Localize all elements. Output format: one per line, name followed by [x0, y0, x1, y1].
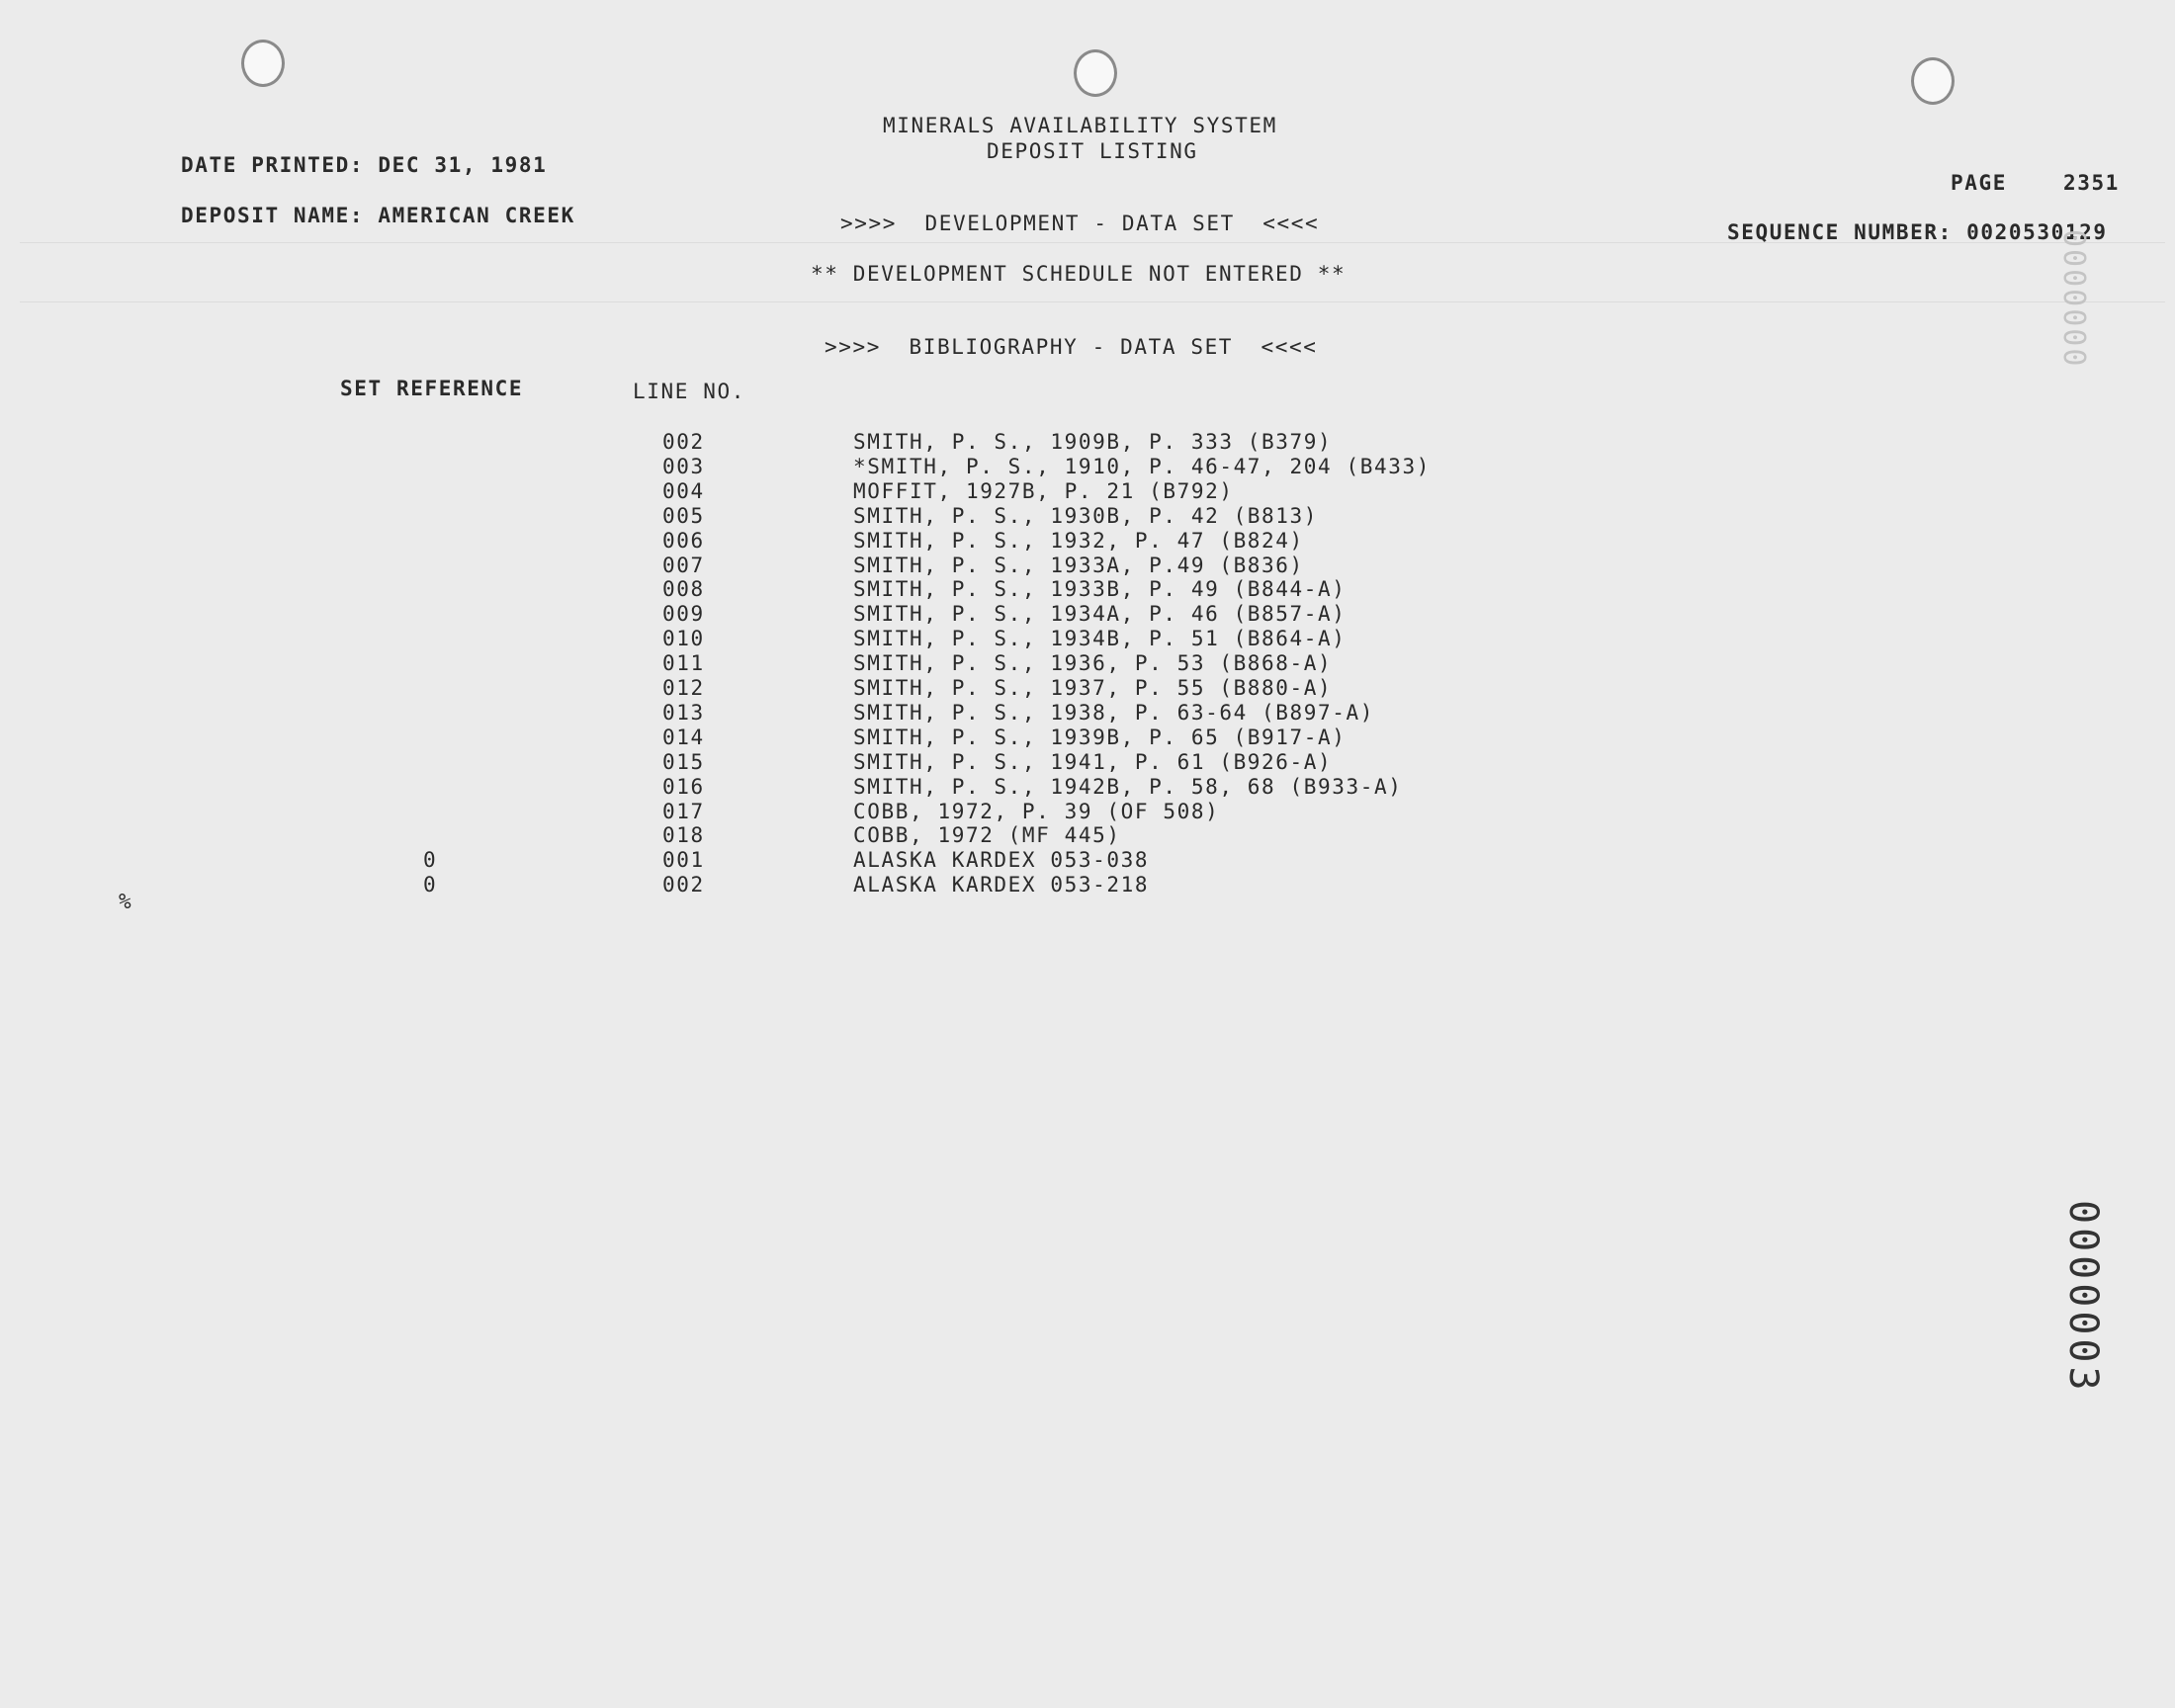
reference-cell: ALASKA KARDEX 053-038	[853, 848, 1150, 873]
reference-cell: SMITH, P. S., 1934A, P. 46 (B857-A)	[853, 602, 1347, 627]
side-stamp: 0000003	[2060, 1200, 2106, 1395]
line-number-cell: 008	[662, 577, 705, 602]
line-number-cell: 001	[662, 848, 705, 873]
line-number-cell: 012	[662, 676, 705, 700]
reference-cell: SMITH, P. S., 1932, P. 47 (B824)	[853, 528, 1304, 553]
reference-cell: MOFFIT, 1927B, P. 21 (B792)	[853, 478, 1234, 503]
reference-cell: SMITH, P. S., 1936, P. 53 (B868-A)	[853, 651, 1333, 676]
reference-cell: SMITH, P. S., 1941, P. 61 (B926-A)	[853, 749, 1333, 774]
line-number-cell: 002	[662, 873, 705, 897]
development-heading: >>>> DEVELOPMENT - DATA SET <<<<	[840, 212, 1320, 235]
reference-cell: *SMITH, P. S., 1910, P. 46-47, 204 (B433)	[853, 454, 1431, 478]
line-number-cell: 015	[662, 749, 705, 774]
deposit-name	[125, 179, 575, 253]
system-title: MINERALS AVAILABILITY SYSTEM	[883, 114, 1277, 137]
line-number-cell: 009	[662, 602, 705, 627]
reference-cell: SMITH, P. S., 1933B, P. 49 (B844-A)	[853, 577, 1347, 602]
line-number-cell: 011	[662, 651, 705, 676]
column-header-set-reference: SET REFERENCE	[340, 377, 524, 400]
page-label: PAGE	[1950, 171, 2007, 195]
reference-cell: SMITH, P. S., 1934B, P. 51 (B864-A)	[853, 627, 1347, 651]
deposit-name-label: DEPOSIT NAME:	[180, 204, 365, 227]
reference-cell: SMITH, P. S., 1937, P. 55 (B880-A)	[853, 676, 1333, 700]
set-reference-cell: 0	[423, 873, 438, 897]
line-number-cell: 018	[662, 823, 705, 848]
reference-cell: COBB, 1972 (MF 445)	[853, 823, 1121, 848]
punch-hole	[1074, 49, 1117, 97]
date-printed-value: DEC 31, 1981	[378, 153, 548, 177]
reference-cell: SMITH, P. S., 1930B, P. 42 (B813)	[853, 503, 1319, 528]
date-printed-label: DATE PRINTED:	[180, 153, 365, 177]
sequence-label: SEQUENCE NUMBER:	[1726, 220, 1953, 244]
line-number-cell: 003	[662, 454, 705, 478]
line-number-cell: 004	[662, 478, 705, 503]
reference-cell: ALASKA KARDEX 053-218	[853, 873, 1150, 897]
page-value: 2351	[2062, 171, 2120, 195]
line-number-cell: 017	[662, 799, 705, 823]
listing-title: DEPOSIT LISTING	[987, 139, 1198, 163]
reference-cell: SMITH, P. S., 1933A, P.49 (B836)	[853, 553, 1304, 577]
reference-cell: SMITH, P. S., 1909B, P. 333 (B379)	[853, 430, 1333, 454]
set-reference-cell: 0	[423, 848, 438, 873]
line-number-cell: 016	[662, 774, 705, 799]
reference-cell: SMITH, P. S., 1939B, P. 65 (B917-A)	[853, 725, 1347, 749]
reference-cell: COBB, 1972, P. 39 (OF 508)	[853, 799, 1220, 823]
reference-cell: SMITH, P. S., 1938, P. 63-64 (B897-A)	[853, 700, 1374, 725]
line-number-cell: 002	[662, 430, 705, 454]
scan-band	[20, 301, 2165, 302]
bibliography-heading: >>>> BIBLIOGRAPHY - DATA SET <<<<	[825, 335, 1318, 359]
punch-hole	[1911, 57, 1955, 105]
deposit-name-value: AMERICAN CREEK	[378, 204, 575, 227]
faint-side-stamp: 0000000	[2056, 229, 2091, 369]
development-note: ** DEVELOPMENT SCHEDULE NOT ENTERED **	[811, 262, 1347, 286]
punch-hole	[241, 40, 285, 87]
line-number-cell: 005	[662, 503, 705, 528]
footer-mark: %	[119, 890, 131, 913]
line-number-cell: 014	[662, 725, 705, 749]
line-number-cell: 010	[662, 627, 705, 651]
sequence-value: 0020530129	[1966, 220, 2108, 244]
sequence-number	[1671, 196, 2108, 270]
column-header-line-no: LINE NO.	[633, 380, 745, 403]
reference-cell: SMITH, P. S., 1942B, P. 58, 68 (B933-A)	[853, 774, 1403, 799]
line-number-cell: 013	[662, 700, 705, 725]
line-number-cell: 007	[662, 553, 705, 577]
line-number-cell: 006	[662, 528, 705, 553]
